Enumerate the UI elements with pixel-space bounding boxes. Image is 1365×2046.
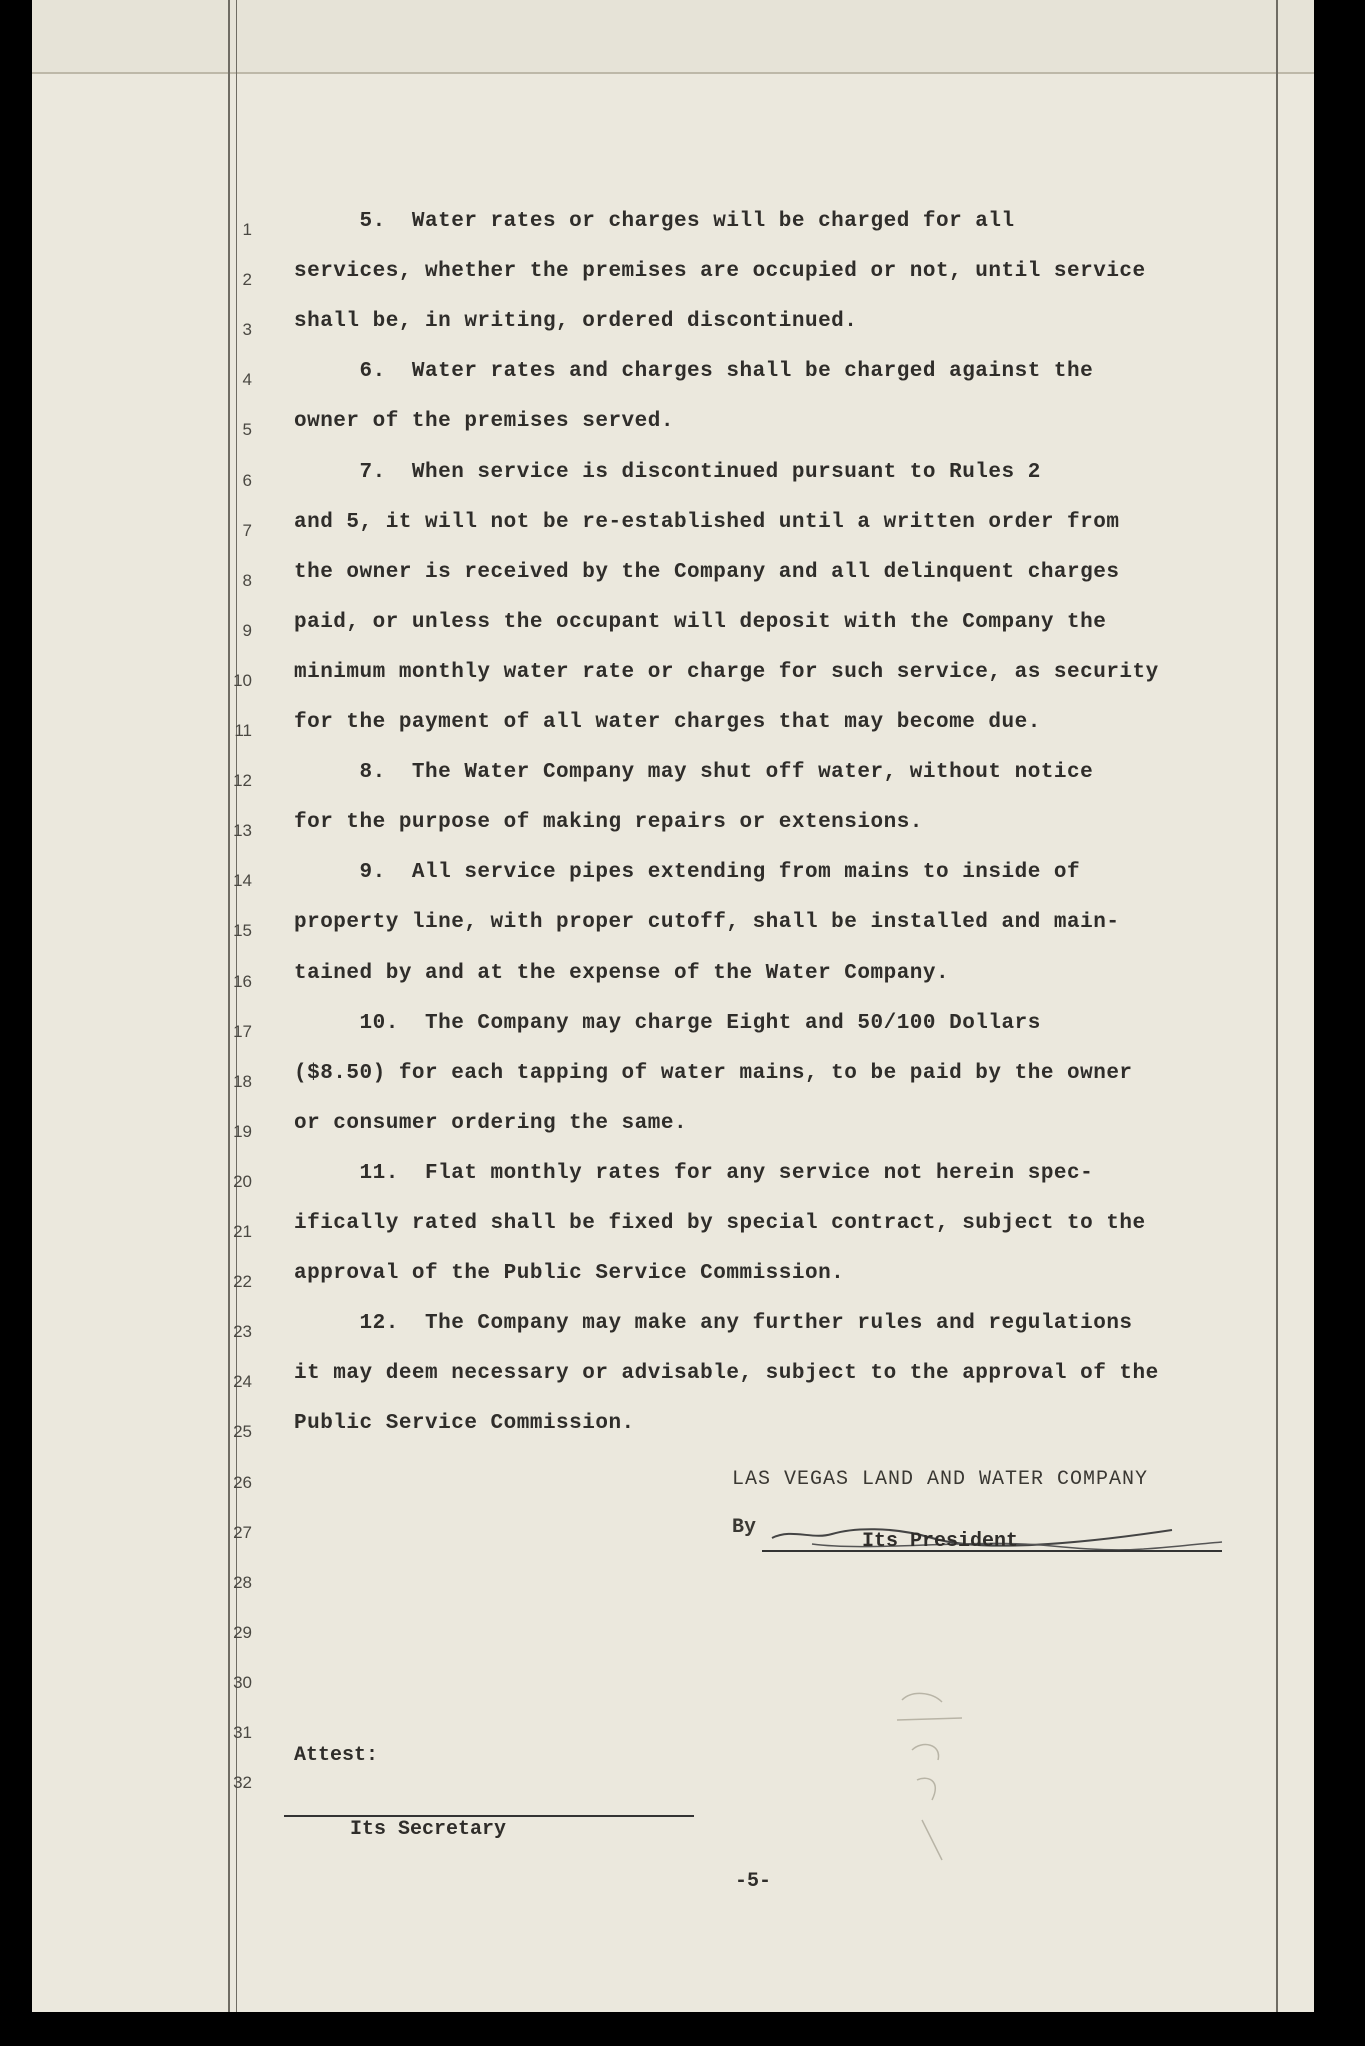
line-number: 12 [233, 771, 252, 791]
text-line: shall be, in writing, ordered discontinued. [294, 310, 858, 334]
company-name: LAS VEGAS LAND AND WATER COMPANY [732, 1468, 1149, 1491]
line-number: 14 [233, 871, 252, 891]
text-line: property line, with proper cutoff, shall be installed and main- [294, 911, 1120, 935]
line-number: 21 [233, 1222, 252, 1241]
text-line: for the payment of all water charges that may become due. [294, 711, 1041, 734]
text-line: and 5, it will not be re-established until a written order from [294, 510, 1120, 534]
line-number: 23 [233, 1322, 252, 1342]
line-number: 6 [242, 470, 252, 490]
text-line: or consumer ordering the same. [294, 1111, 688, 1135]
text-line: Public Service Commission. [294, 1412, 635, 1436]
text-line: 9. All service pipes extending from mains to inside of [294, 861, 1081, 885]
text-line: 12. The Company may make any further rules and regulations [294, 1312, 1133, 1336]
document-page [32, 0, 1314, 2012]
line-number: 31 [233, 1723, 252, 1742]
text-line: services, whether the premises are occupied or not, until service [294, 260, 1146, 284]
secretary-signature-line [284, 1815, 694, 1817]
text-line: 10. The Company may charge Eight and 50/100 Dollars [294, 1011, 1041, 1035]
text-line: for the purpose of making repairs or extensions. [294, 811, 923, 835]
line-number: 25 [233, 1422, 252, 1442]
line-number: 17 [233, 1021, 252, 1041]
line-number: 18 [233, 1071, 252, 1091]
text-line: ifically rated shall be fixed by special contract, subject to the [294, 1212, 1146, 1235]
text-line: owner of the premises served. [294, 410, 674, 434]
text-line: paid, or unless the occupant will deposit with the Company the [294, 610, 1107, 634]
text-line: it may deem necessary or advisable, subject to the approval of the [294, 1362, 1159, 1386]
line-number: 24 [233, 1372, 252, 1392]
text-line: 11. Flat monthly rates for any service not herein spec- [294, 1161, 1094, 1185]
line-number: 7 [242, 520, 252, 540]
line-number: 13 [233, 821, 252, 841]
text-line: 6. Water rates and charges shall be charged against the [294, 360, 1094, 384]
line-number: 5 [242, 420, 252, 440]
line-number: 30 [233, 1672, 252, 1692]
text-line: tained by and at the expense of the Water Company. [294, 961, 950, 985]
line-number: 2 [242, 270, 252, 290]
left-margin-rule [228, 0, 230, 2012]
line-number: 10 [233, 670, 252, 690]
line-number: 20 [233, 1171, 252, 1191]
by-label: By [732, 1516, 757, 1539]
line-number: 26 [233, 1472, 252, 1492]
text-line: approval of the Public Service Commission. [294, 1262, 845, 1286]
president-title: Its President [862, 1530, 1019, 1553]
line-number: 4 [242, 370, 252, 390]
page-number: -5- [735, 1870, 772, 1893]
line-number: 9 [242, 620, 252, 640]
text-line: minimum monthly water rate or charge for such service, as security [294, 660, 1159, 684]
text-line: the owner is received by the Company and all delinquent charges [294, 560, 1120, 584]
line-number: 27 [233, 1522, 252, 1542]
line-number: 16 [233, 971, 252, 991]
line-number: 28 [233, 1572, 252, 1592]
right-margin-rule [1276, 0, 1278, 2012]
left-margin-rule-inner [236, 0, 237, 2012]
text-line: 7. When service is discontinued pursuant to Rules 2 [294, 460, 1041, 484]
text-line: 5. Water rates or charges will be charged for all [294, 210, 1015, 233]
pencil-marginal-notes [872, 1680, 1032, 1880]
folded-top-strip [32, 0, 1314, 74]
line-number: 11 [234, 721, 252, 740]
line-number: 22 [233, 1272, 252, 1292]
line-number: 1 [242, 220, 252, 239]
attest-label: Attest: [294, 1744, 379, 1767]
line-number: 32 [233, 1773, 252, 1793]
line-number: 19 [233, 1121, 252, 1141]
line-number: 15 [233, 921, 252, 941]
text-line: ($8.50) for each tapping of water mains, to be paid by the owner [294, 1061, 1133, 1085]
line-number: 3 [242, 320, 252, 340]
secretary-title: Its Secretary [350, 1818, 507, 1841]
text-line: 8. The Water Company may shut off water, without notice [294, 761, 1094, 785]
line-number: 29 [233, 1622, 252, 1642]
line-number: 8 [242, 570, 252, 590]
